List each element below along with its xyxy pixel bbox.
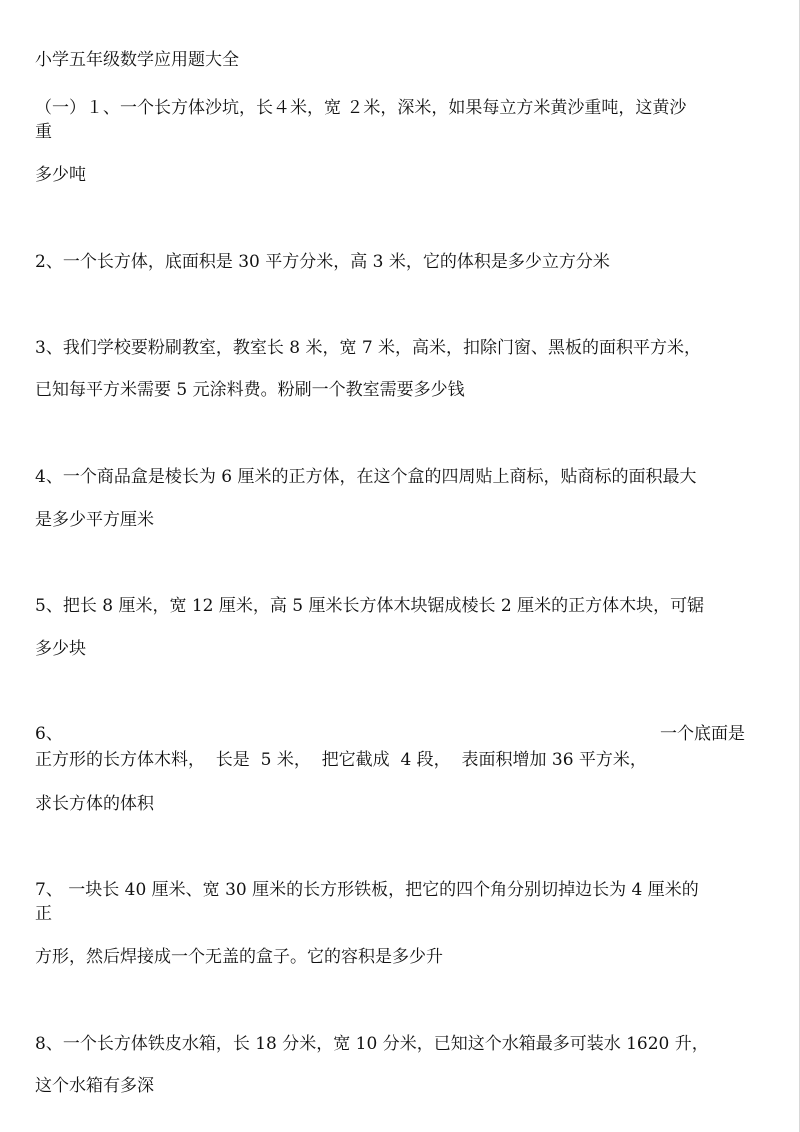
problem-3-line-1: 3、我们学校要粉刷教室，教室长 8 米，宽 7 米，高米，扣除门窗、黑板的面积平方米， bbox=[35, 338, 702, 358]
problem-1-line-1a: （一）１、一个长方体沙坑，长４米，宽 ２米，深米，如果每立方米黄沙重吨，这黄沙 bbox=[35, 98, 687, 118]
problem-5-line-1: 5、把长 8 厘米，宽 12 厘米，高 5 厘米长方体木块锯成棱长 2 厘米的正方体木块，可锯 bbox=[35, 596, 705, 616]
problem-3-line-2: 已知每平方米需要 5 元涂料费。粉刷一个教室需要多少钱 bbox=[35, 380, 465, 400]
problem-8-line-2: 这个水箱有多深 bbox=[35, 1076, 154, 1096]
problem-4-line-1: 4、一个商品盒是棱长为 6 厘米的正方体，在这个盒的四周贴上商标，贴商标的面积最大 bbox=[35, 467, 697, 487]
problem-5-line-2: 多少块 bbox=[35, 639, 86, 659]
problem-7-line-1a: 7、 一块长 40 厘米、宽 30 厘米的长方形铁板，把它的四个角分别切掉边长为 4 厘米的 bbox=[35, 880, 699, 900]
problem-6-first-line-right: 一个底面是 bbox=[660, 724, 745, 744]
problem-6-number: 6、 bbox=[35, 724, 63, 744]
problem-1-line-1b: 重 bbox=[35, 122, 52, 142]
problem-1-line-2: 多少吨 bbox=[35, 165, 86, 185]
problem-6-line-2: 求长方体的体积 bbox=[35, 794, 154, 814]
problem-2-line-1: 2、一个长方体，底面积是 30 平方分米，高 3 米，它的体积是多少立方分米 bbox=[35, 252, 610, 272]
problem-4-line-2: 是多少平方厘米 bbox=[35, 510, 154, 530]
problem-7-line-1b: 正 bbox=[35, 904, 52, 924]
document-title: 小学五年级数学应用题大全 bbox=[35, 50, 239, 70]
problem-6-line-1: 正方形的长方体木料， 长是 5 米， 把它截成 4 段， 表面积增加 36 平方米， bbox=[35, 750, 647, 770]
problem-8-line-1: 8、一个长方体铁皮水箱，长 18 分米，宽 10 分米，已知这个水箱最多可装水 1620 升， bbox=[35, 1034, 709, 1054]
problem-7-line-2: 方形，然后焊接成一个无盖的盒子。它的容积是多少升 bbox=[35, 947, 443, 967]
